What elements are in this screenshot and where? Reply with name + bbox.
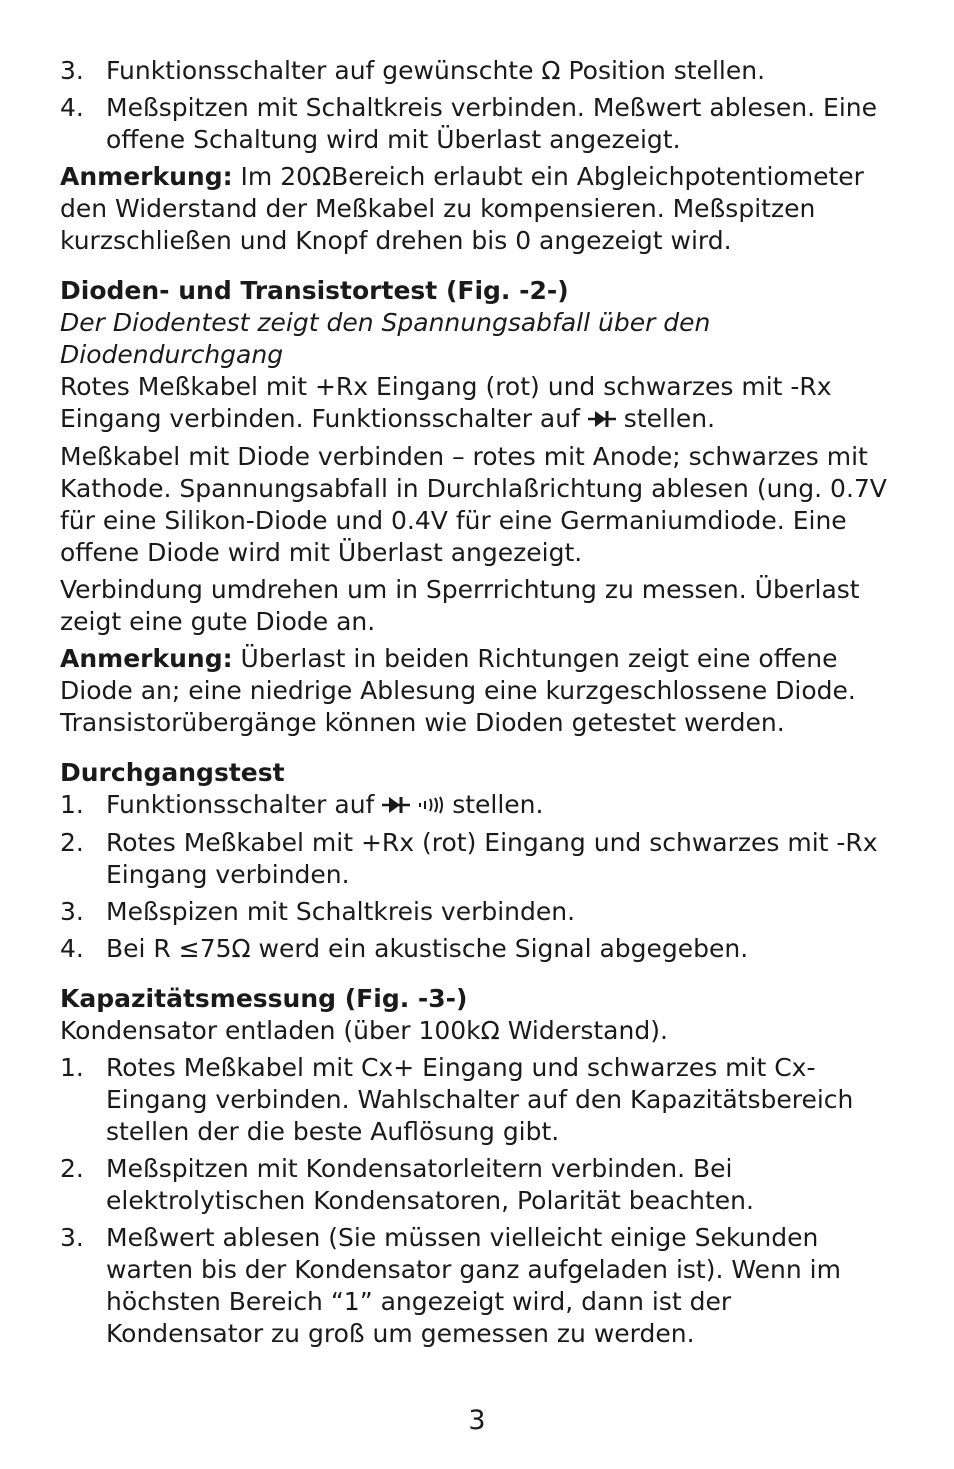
- item-number: 3.: [60, 56, 84, 85]
- paragraph: Verbindung umdrehen um in Sperrrichtung zu messen. Überlast zeigt eine gute Diode an.: [60, 575, 860, 636]
- item-number: 3.: [60, 1223, 84, 1252]
- list-item: [60, 1222, 895, 1350]
- item-text: Meßspizen mit Schaltkreis verbinden.: [106, 897, 576, 926]
- item-text: Rotes Meßkabel mit +Rx (rot) Eingang und schwarzes mit -Rx Eingang verbinden.: [106, 828, 878, 889]
- note-paragraph: [60, 161, 895, 257]
- item-text-part: Funktionsschalter auf: [106, 790, 383, 819]
- paragraph: Meßkabel mit Diode verbinden – rotes mit Anode; schwarzes mit Kathode. Spannungsabfall in Durchlaßrichtung ablesen (ung. 0.7V für eine Silikon-Diode und 0.4V für eine Germaniumdiode. Eine offene Diode wird mit Überlast angezeigt.: [60, 442, 887, 567]
- paragraph-text: Rotes Meßkabel mit +Rx Eingang (rot) und schwarzes mit -Rx Eingang verbinden. Funktionsschalter auf: [60, 372, 832, 433]
- capacitance-list: [60, 1052, 895, 1350]
- sound-wave-icon: [418, 790, 444, 822]
- list-item: [60, 1153, 895, 1217]
- item-text: Meßwert ablesen (Sie müssen vielleicht einige Sekunden warten bis der Kondensator ganz aufgeladen ist). Wenn im höchsten Bereich “1” angezeigt wird, dann ist der Kondensator zu groß um gemessen zu werden.: [106, 1223, 841, 1348]
- manual-page: [60, 55, 895, 1355]
- note-paragraph: [60, 643, 895, 739]
- diode-icon: [382, 790, 410, 822]
- item-text: Meßspitzen mit Schaltkreis verbinden. Meßwert ablesen. Eine offene Schaltung wird mit Überlast angezeigt.: [106, 93, 877, 154]
- item-number: 4.: [60, 93, 84, 122]
- paragraph-text: stellen.: [615, 404, 716, 433]
- section-heading: Durchgangstest: [60, 758, 285, 787]
- section-heading: Dioden- und Transistortest (Fig. -2-): [60, 276, 569, 305]
- item-number: 4.: [60, 934, 84, 963]
- diode-icon: [588, 404, 616, 436]
- list-item: [60, 55, 895, 87]
- list-item: [60, 1052, 895, 1148]
- item-text: Rotes Meßkabel mit Cx+ Eingang und schwarzes mit Cx- Eingang verbinden. Wahlschalter auf den Kapazitätsbereich stellen der die beste Auflösung gibt.: [106, 1053, 854, 1146]
- capacitance-section: [60, 983, 895, 1350]
- item-number: 2.: [60, 1154, 84, 1183]
- item-number: 2.: [60, 828, 84, 857]
- diode-section: [60, 275, 895, 739]
- list-item: [60, 933, 895, 965]
- continuity-section: [60, 757, 895, 965]
- continuity-list: [60, 789, 895, 965]
- section-heading: Kapazitätsmessung (Fig. -3-): [60, 984, 468, 1013]
- item-number: 1.: [60, 790, 84, 819]
- item-number: 1.: [60, 1053, 84, 1082]
- list-item: [60, 896, 895, 928]
- item-text: [106, 789, 895, 822]
- section-subheading: Der Diodentest zeigt den Spannungsabfall über den Diodendurchgang: [60, 308, 711, 369]
- paragraph: [60, 371, 895, 436]
- item-text-part: stellen.: [444, 790, 544, 819]
- list-item: [60, 789, 895, 822]
- item-text: Meßspitzen mit Kondensatorleitern verbinden. Bei elektrolytischen Kondensatoren, Polarität beachten.: [106, 1154, 754, 1215]
- note-label: Anmerkung:: [60, 644, 233, 673]
- item-text: Bei R ≤75Ω werd ein akustische Signal abgegeben.: [106, 934, 749, 963]
- note-text: Überlast in beiden Richtungen zeigt eine offene Diode an; eine niedrige Ablesung eine kurzgeschlossene Diode. Transistorübergänge können wie Dioden getestet werden.: [60, 644, 856, 737]
- note-text: Im 20ΩBereich erlaubt ein Abgleichpotentiometer den Widerstand der Meßkabel zu kompensieren. Meßspitzen kurzschließen und Knopf drehen bis 0 angezeigt wird.: [60, 162, 864, 255]
- list-item: [60, 827, 895, 891]
- list-item: [60, 92, 895, 156]
- paragraph: Kondensator entladen (über 100kΩ Widerstand).: [60, 1016, 668, 1045]
- note-label: Anmerkung:: [60, 162, 233, 191]
- top-list: [60, 55, 895, 156]
- item-text: Funktionsschalter auf gewünschte Ω Position stellen.: [106, 56, 766, 85]
- page-number: 3: [468, 1405, 486, 1436]
- item-number: 3.: [60, 897, 84, 926]
